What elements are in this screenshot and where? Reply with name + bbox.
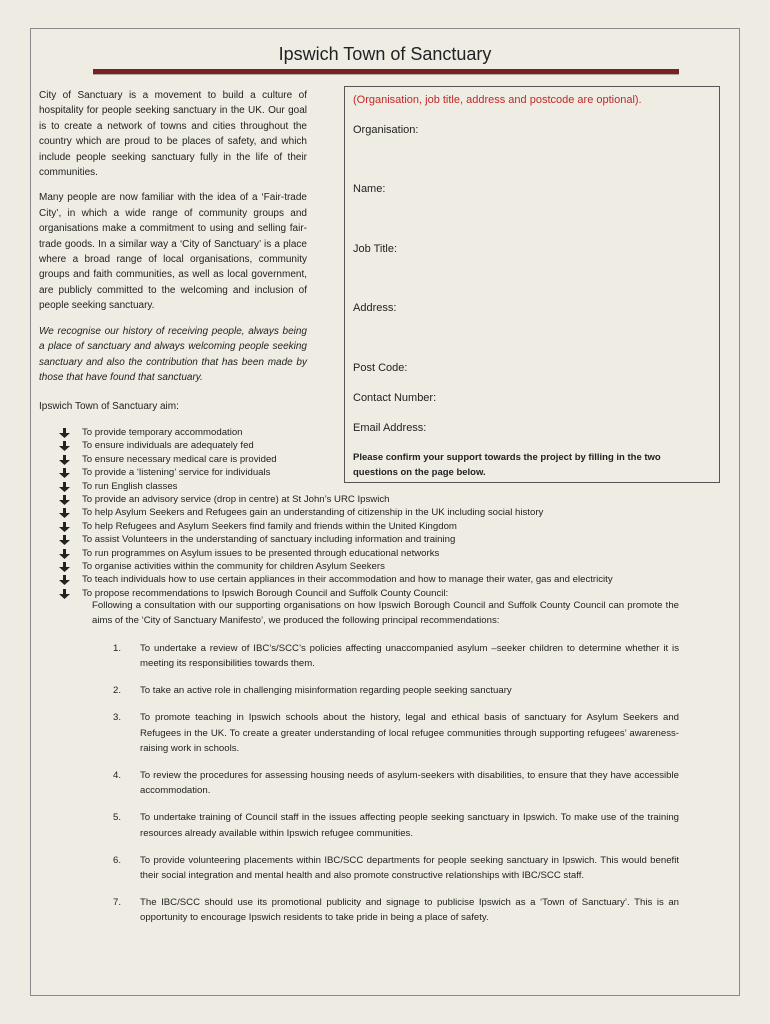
aim-item: To provide temporary accommodation xyxy=(55,426,715,439)
aim-item: To ensure necessary medical care is provided xyxy=(55,453,715,466)
down-arrow-icon xyxy=(59,441,70,451)
aim-item: To run English classes xyxy=(55,480,715,493)
aim-item: To help Refugees and Asylum Seekers find family and friends within the United Kingdom xyxy=(55,520,715,533)
support-form xyxy=(344,86,720,483)
aim-item: To provide an advisory service (drop in centre) at St John’s URC Ipswich xyxy=(55,493,715,506)
email-address-field[interactable]: Email Address: xyxy=(353,422,427,434)
document-page xyxy=(30,28,740,996)
consultation-paragraph: Following a consultation with our supporting organisations on how Ipswich Borough Council and Suffolk County Council can promote the aims of the ‘City of Sanctuary Manifesto’, we produced the following principal recommendations: xyxy=(92,600,679,627)
recommendation-number: 6. xyxy=(113,854,122,866)
post-code-field[interactable]: Post Code: xyxy=(353,362,408,374)
recommendation-item: 4. To review the procedures for assessing housing needs of asylum-seekers with disabilities, to ensure that they have accessible accommodation. xyxy=(113,769,679,797)
aim-item: To organise activities within the community for children Asylum Seekers xyxy=(55,560,715,573)
confirm-support-text: Please confirm your support towards the project by filling in the two questions on the page below. xyxy=(353,452,661,478)
aims-list xyxy=(55,426,715,600)
recommendation-item: 7. The IBC/SCC should use its promotional publicity and signage to publicise Ipswich as a ‘Town of Sanctuary’. This is an opportunity to encourage Ipswich residents to take pride in being a place of safety. xyxy=(113,896,679,924)
down-arrow-icon xyxy=(59,508,70,518)
recommendation-item: 3. To promote teaching in Ipswich schools about the history, legal and ethical basis of sanctuary for Asylum Seekers and Refugees in the UK. To create a greater understanding of local refugee communities through supporting refugees’ awareness-raising work in schools. xyxy=(113,712,679,755)
recommendation-item: 6. To provide volunteering placements within IBC/SCC departments for people seeking sanctuary in Ipswich. This would benefit their social integration and mental health and also promote constructive relationships with IBC/SCC staff. xyxy=(113,854,679,881)
intro-column xyxy=(39,88,307,425)
recommendation-number: 5. xyxy=(113,812,122,824)
organisation-field[interactable]: Organisation: xyxy=(353,124,419,136)
recommendation-item: 2. To take an active role in challenging misinformation regarding people seeking sanctuary xyxy=(113,683,679,698)
intro-italic-paragraph: We recognise our history of receiving people, always being a place of sanctuary and always welcoming people seeking sanctuary and also the contribution that has been made by those that have found that sanctuary. xyxy=(39,325,307,383)
address-field[interactable]: Address: xyxy=(353,302,397,314)
down-arrow-icon xyxy=(59,589,70,599)
name-field[interactable]: Name: xyxy=(353,183,386,195)
aim-item: To help Asylum Seekers and Refugees gain an understanding of citizenship in the UK including social history xyxy=(55,506,715,519)
aim-item: To propose recommendations to Ipswich Borough Council and Suffolk County Council: xyxy=(55,587,715,600)
aim-item: To teach individuals how to use certain appliances in their accommodation and how to manage their water, gas and electricity xyxy=(55,573,715,586)
aim-item: To assist Volunteers in the understanding of sanctuary including information and training xyxy=(55,533,715,546)
intro-paragraph-2: Many people are now familiar with the idea of a ‘Fair-trade City’, in which a wide range of community groups and organisations make a commitment to using and selling fair-trade goods. In a similar way a ‘City of Sanctuary’ is a place where a broad range of local organisations, community groups and faith communities, as well as local government, are publicly committed to the welcoming and inclusion of people seeking sanctuary. xyxy=(39,192,307,312)
recommendation-number: 2. xyxy=(113,685,122,697)
recommendation-item: 1. To undertake a review of IBC’s/SCC’s policies affecting unaccompanied asylum –seeker children to determine whether it is meeting its responsibilities towards them. xyxy=(113,643,679,670)
recommendation-number: 7. xyxy=(113,896,122,908)
aims-heading: Ipswich Town of Sanctuary aim: xyxy=(39,401,179,413)
down-arrow-icon xyxy=(59,495,70,505)
down-arrow-icon xyxy=(59,549,70,559)
contact-number-field[interactable]: Contact Number: xyxy=(353,392,437,404)
down-arrow-icon xyxy=(59,468,70,478)
down-arrow-icon xyxy=(59,575,70,585)
down-arrow-icon xyxy=(59,428,70,438)
recommendation-number: 3. xyxy=(113,712,122,724)
aim-item: To run programmes on Asylum issues to be presented through educational networks xyxy=(55,547,715,560)
job-title-field[interactable]: Job Title: xyxy=(353,243,398,255)
title-divider xyxy=(93,69,679,75)
down-arrow-icon xyxy=(59,455,70,465)
down-arrow-icon xyxy=(59,522,70,532)
optional-note: (Organisation, job title, address and postcode are optional). xyxy=(353,94,642,106)
down-arrow-icon xyxy=(59,535,70,545)
page-title: Ipswich Town of Sanctuary xyxy=(278,44,492,64)
aim-item: To ensure individuals are adequately fed xyxy=(55,439,715,452)
recommendations-list xyxy=(113,641,679,937)
recommendation-number: 4. xyxy=(113,769,122,781)
down-arrow-icon xyxy=(59,482,70,492)
aim-item: To provide a ‘listening’ service for individuals xyxy=(55,466,715,479)
down-arrow-icon xyxy=(59,562,70,572)
recommendation-item: 5. To undertake training of Council staff in the issues affecting people seeking sanctuary in Ipswich. To make use of the training resources already available within Ipswich refugee communities. xyxy=(113,812,679,839)
intro-paragraph-1: City of Sanctuary is a movement to build a culture of hospitality for people seeking sanctuary in the UK. Our goal is to create a network of towns and cities throughout the country which are proud to be places of safety, and which include people seeking sanctuary fully in the life of their communities. xyxy=(39,90,307,179)
recommendation-number: 1. xyxy=(113,643,122,654)
